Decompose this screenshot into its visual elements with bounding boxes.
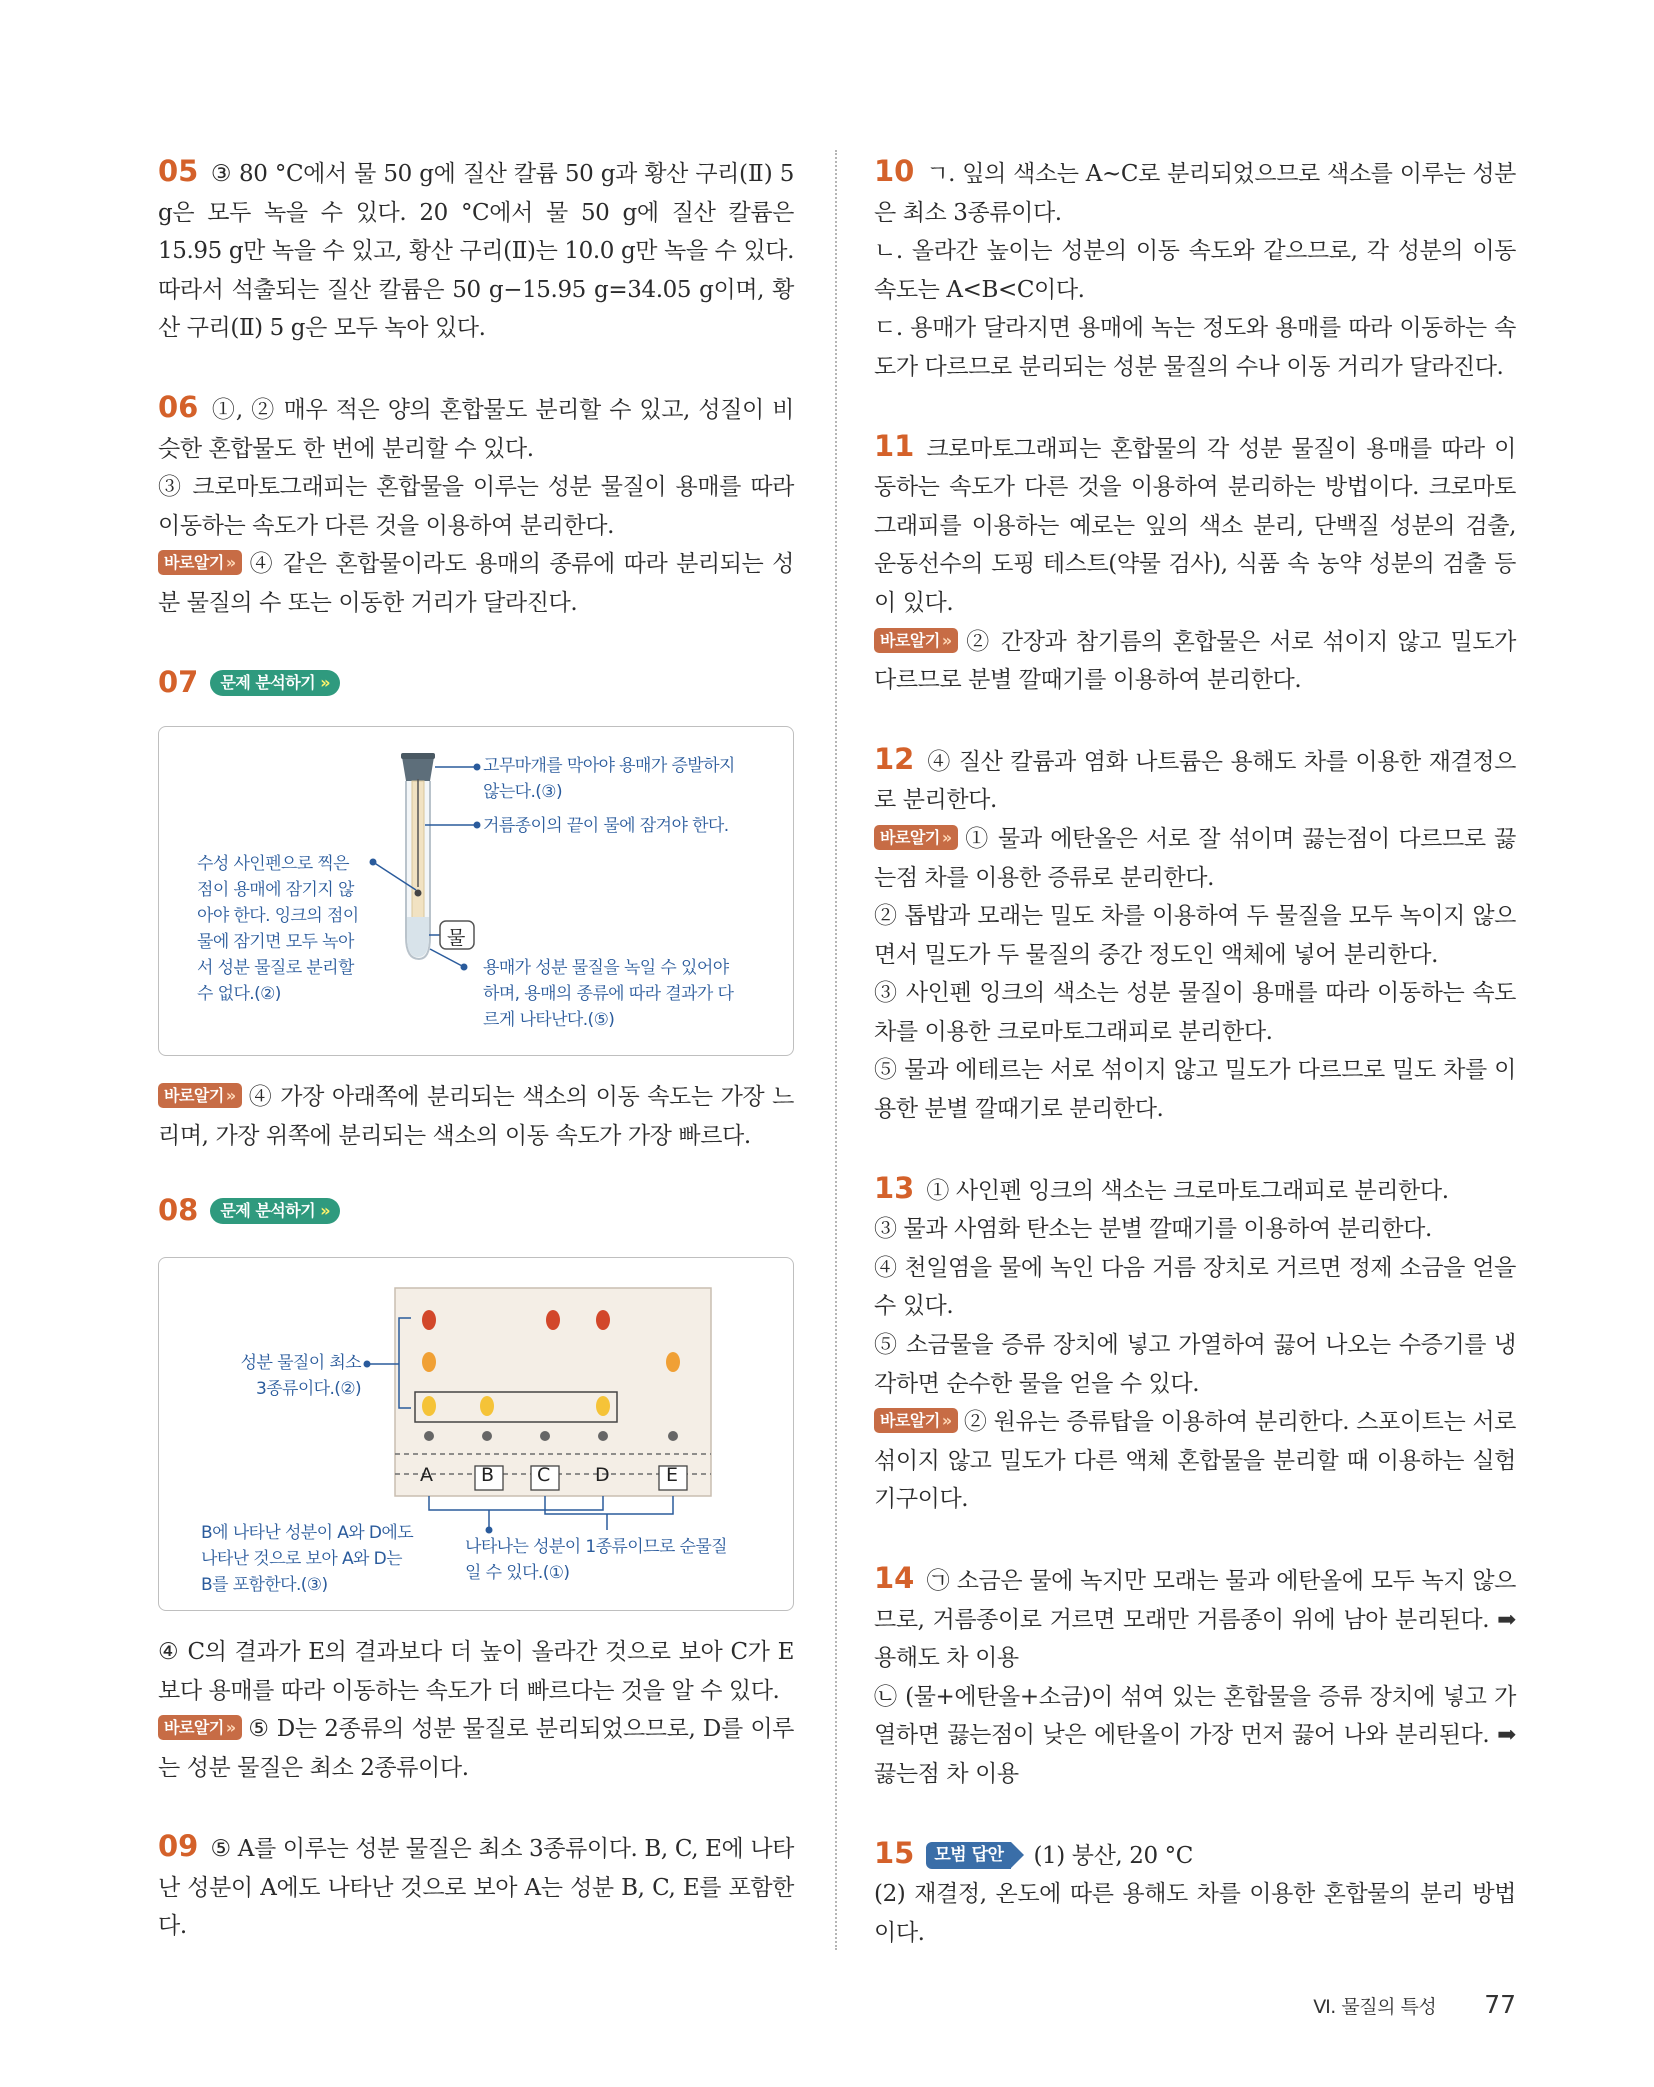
arrow-icon: ➡	[1497, 1722, 1516, 1749]
answer-text: ① 사인펜 잉크의 색소는 크로마토그래피로 분리한다.	[926, 1177, 1449, 1204]
stopper-shape	[402, 757, 434, 781]
spot-yellow	[480, 1396, 494, 1416]
answer-08	[158, 1191, 794, 1787]
spot-orange	[422, 1352, 436, 1372]
question-number: 12	[874, 741, 915, 776]
spot-yellow	[422, 1396, 436, 1416]
spot-orange	[666, 1352, 680, 1372]
spot-yellow	[596, 1396, 610, 1416]
answer-text: ③ 크로마토그래피는 혼합물을 이루는 성분 물질이 용매를 따라 이동하는 속도가 다른 것을 이용하여 분리한다.	[158, 474, 794, 539]
answer-text: ㄷ. 용매가 달라지면 용매에 녹는 정도와 용매를 따라 이동하는 속도가 다르므로 분리되는 성분 물질의 수나 이동 거리가 달라진다.	[874, 315, 1516, 380]
answer-text: ① 물과 에탄올은 서로 잘 섞이며 끓는점이 다르므로 끓는점 차를 이용한 증류로 분리한다.	[874, 825, 1516, 891]
column-divider	[835, 150, 837, 1950]
lane-b-label: B	[481, 1463, 495, 1486]
answer-text: ㉡ (물+에탄올+소금)이 섞여 있는 혼합물을 증류 장치에 넣고 가열하면 끓는점이 낮은 에탄올이 가장 먼저 끓어 나와 분리된다.	[874, 1683, 1516, 1749]
answer-15	[874, 1834, 1516, 1953]
left-column	[158, 152, 794, 1986]
answer-text: ⑤ 물과 에테르는 서로 섞이지 않고 밀도가 다르므로 밀도 차를 이용한 분별 깔때기로 분리한다.	[874, 1057, 1516, 1123]
method-text: 끓는점 차 이용	[874, 1760, 1019, 1787]
min-component-note: 성분 물질이 최소 3종류이다.(②)	[240, 1352, 361, 1399]
barun-badge: 바로알기 »	[874, 628, 958, 653]
answer-13	[874, 1169, 1516, 1519]
stopper-note: 고무마개를 막아야 용매가 증발하지 않는다.(③)	[483, 756, 735, 803]
lane-c-label: C	[537, 1463, 551, 1486]
answer-text: ⑤ 소금물을 증류 장치에 넣고 가열하여 끓어 나오는 수증기를 냉각하면 순수한 물을 얻을 수 있다.	[874, 1332, 1516, 1397]
answer-text: ② 원유는 증류탑을 이용하여 분리한다. 스포이트는 서로 섞이지 않고 밀도가 다른 액체 혼합물을 분리할 때 이용하는 실험 기구이다.	[874, 1409, 1516, 1513]
question-number: 05	[158, 154, 199, 188]
answer-text: ㉠ 소금은 물에 녹지만 모래는 물과 에탄올에 모두 녹지 않으므로, 거름종이로 거르면 모래만 거름종이 위에 남아 분리된다.	[874, 1568, 1516, 1633]
barun-badge: 바로알기 »	[158, 1715, 242, 1740]
chromatogram-figure	[158, 1257, 794, 1611]
page-number: 77	[1484, 1990, 1516, 2019]
page-footer	[1313, 1990, 1516, 2019]
analysis-badge: 문제 분석하기 »	[210, 1198, 340, 1224]
answer-05	[158, 152, 794, 348]
barun-badge: 바로알기 »	[158, 1083, 242, 1108]
answer-text: ② 간장과 참기름의 혼합물은 서로 섞이지 않고 밀도가 다르므로 분별 깔때기를 이용하여 분리한다.	[874, 628, 1516, 694]
answer-text: (1) 붕산, 20 °C	[1033, 1842, 1193, 1869]
b-note: B에 나타난 성분이 A와 D에도 나타난 것으로 보아 A와 D는 B를 포함한다.(③)	[201, 1522, 414, 1595]
barun-badge: 바로알기 »	[874, 1408, 958, 1433]
analysis-badge: 문제 분석하기 »	[210, 670, 340, 696]
spot-red	[422, 1310, 436, 1330]
answer-07	[158, 663, 794, 1156]
answer-text: ⑤ D는 2종류의 성분 물질로 분리되었으므로, D를 이루는 성분 물질은 최소 2종류이다.	[158, 1716, 794, 1781]
question-number: 06	[158, 389, 199, 424]
model-answer-badge: 모범 답안	[926, 1842, 1011, 1869]
lane-d-label: D	[595, 1463, 610, 1486]
water-shape	[407, 917, 429, 957]
answer-text: ③ 사인펜 잉크의 색소는 성분 물질이 용매를 따라 이동하는 속도 차를 이용한 크로마토그래피로 분리한다.	[874, 980, 1516, 1045]
question-number: 10	[874, 154, 915, 188]
right-column	[874, 152, 1516, 1992]
lane-a-label: A	[420, 1463, 433, 1486]
answer-12	[874, 740, 1516, 1129]
barun-badge: 바로알기 »	[158, 550, 242, 575]
answer-text: ③ 물과 사염화 탄소는 분별 깔때기를 이용하여 분리한다.	[874, 1216, 1432, 1243]
question-number: 13	[874, 1170, 915, 1205]
answer-text: ㄴ. 올라간 높이는 성분의 이동 속도와 같으므로, 각 성분의 이동 속도는 A<B<C이다.	[874, 238, 1516, 303]
answer-text: ③ 80 °C에서 물 50 g에 질산 칼륨 50 g과 황산 구리(Ⅱ) 5 g은 모두 녹을 수 있다. 20 °C에서 물 50 g에 질산 칼륨은 15.95 g만 녹을 수 있고, 황산 구리(Ⅱ)는 10.0 g만 녹을 수 있다. 따라서 석출되는 질산 칼륨은 50 g−15.95 g=34.05 g이며, 황산 구리(Ⅱ) 5 g은 모두 녹아 있다.	[158, 161, 794, 342]
section-title: Ⅵ. 물질의 특성	[1313, 1996, 1437, 2018]
answer-text: ④ 가장 아래쪽에 분리되는 색소의 이동 속도는 가장 느리며, 가장 위쪽에 분리되는 색소의 이동 속도가 가장 빠르다.	[158, 1084, 794, 1149]
question-number: 11	[874, 428, 915, 463]
answer-11	[874, 427, 1516, 700]
answer-text: ㄱ. 잎의 색소는 A~C로 분리되었으므로 색소를 이루는 성분은 최소 3종류이다.	[874, 161, 1516, 226]
barun-badge: 바로알기 »	[874, 825, 958, 850]
arrow-icon: ➡	[1497, 1606, 1516, 1633]
answer-text: ④ C의 결과가 E의 결과보다 더 높이 올라간 것으로 보아 C가 E보다 용매를 따라 이동하는 속도가 더 빠르다는 것을 알 수 있다.	[158, 1638, 794, 1704]
water-label: 물	[447, 927, 466, 950]
answer-14	[874, 1559, 1516, 1794]
answer-text: ② 톱밥과 모래는 밀도 차를 이용하여 두 물질을 모두 녹이지 않으면서 밀도가 두 물질의 중간 정도인 액체에 넣어 분리한다.	[874, 903, 1516, 968]
question-number: 14	[874, 1561, 915, 1595]
answer-text: ④ 천일염을 물에 녹인 다음 거름 장치로 거르면 정제 소금을 얻을 수 있다.	[874, 1254, 1516, 1320]
answer-text: ①, ② 매우 적은 양의 혼합물도 분리할 수 있고, 성질이 비슷한 혼합물도 한 번에 분리할 수 있다.	[158, 396, 794, 462]
answer-06	[158, 388, 794, 623]
answer-text: 크로마토그래피는 혼합물의 각 성분 물질이 용매를 따라 이동하는 속도가 다른 것을 이용하여 분리하는 방법이다. 크로마토그래피를 이용하는 예로는 잎의 색소 분리, 단백질 성분의 검출, 운동선수의 도핑 테스트(약물 검사), 식품 속 농약 성분의 검출 등이 있다.	[874, 435, 1516, 616]
method-text: 용해도 차 이용	[874, 1645, 1019, 1672]
answer-text: ④ 질산 칼륨과 염화 나트륨은 용해도 차를 이용한 재결정으로 분리한다.	[874, 748, 1516, 814]
answer-09	[158, 1827, 794, 1946]
answer-text: ⑤ A를 이루는 성분 물질은 최소 3종류이다. B, C, E에 나타난 성분이 A에도 나타난 것으로 보아 A는 성분 B, C, E를 포함한다.	[158, 1836, 794, 1940]
question-number: 07	[158, 664, 199, 699]
test-tube-figure	[158, 726, 794, 1056]
solvent-note: 용매가 성분 물질을 녹일 수 있어야 하며, 용매의 종류에 따라 결과가 다 르게 나타난다.(⑤)	[483, 958, 734, 1031]
answer-10	[874, 152, 1516, 387]
answer-text: ④ 같은 혼합물이라도 용매의 종류에 따라 분리되는 성분 물질의 수 또는 이동한 거리가 달라진다.	[158, 551, 794, 616]
question-number: 15	[874, 1835, 915, 1870]
lane-e-label: E	[666, 1463, 679, 1486]
question-number: 08	[158, 1193, 199, 1228]
spot-red	[546, 1310, 560, 1330]
question-number: 09	[158, 1829, 199, 1864]
ink-note: 수성 사인펜으로 찍은 점이 용매에 잠기지 않 아야 한다. 잉크의 점이 물에 잠기면 모두 녹아 서 성분 물질로 분리할 수 없다.(②)	[197, 854, 359, 1005]
paper-note: 거름종이의 끝이 물에 잠겨야 한다.	[483, 816, 729, 837]
answer-text: (2) 재결정, 온도에 따른 용해도 차를 이용한 혼합물의 분리 방법이다.	[874, 1881, 1516, 1946]
pure-note: 나타나는 성분이 1종류이므로 순물질 일 수 있다.(①)	[465, 1536, 727, 1583]
spot-red	[596, 1310, 610, 1330]
